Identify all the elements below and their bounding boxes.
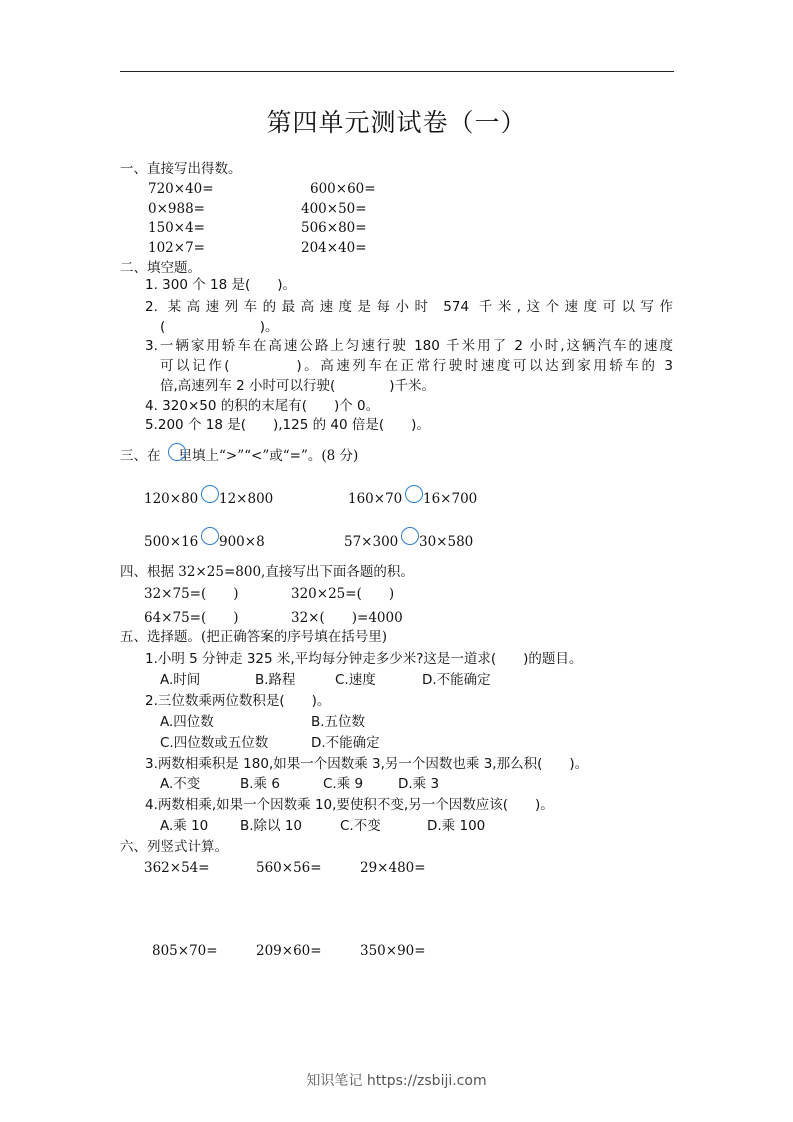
calc-item: 150×4=	[148, 220, 205, 236]
header-rule	[120, 71, 674, 72]
choice-option[interactable]: C.四位数或五位数	[160, 735, 269, 751]
choice-question-1: 1.小明 5 分钟走 325 米,平均每分钟走多少米?这是一道求( )的题目。	[145, 651, 583, 667]
vertical-calc-item: 29×480=	[360, 860, 426, 876]
compare-right: 900×8	[219, 534, 265, 550]
section1-heading: 一、直接写出得数。	[120, 161, 242, 177]
section3-heading	[120, 447, 358, 465]
choice-option[interactable]: D.不能确定	[422, 672, 491, 688]
section3-heading-pre: 三、在	[120, 448, 161, 464]
calc-item: 506×80=	[301, 220, 367, 236]
choice-option[interactable]: A.四位数	[160, 714, 214, 730]
calc-item: 600×60=	[310, 181, 376, 197]
calc-item: 720×40=	[148, 181, 214, 197]
choice-option[interactable]: B.乘 6	[240, 776, 280, 792]
fill-question-2: 2. 某高速列车的最高速度是每小时 574 千米,这个速度可以写作	[145, 299, 673, 315]
section5-heading: 五、选择题。(把正确答案的序号填在括号里)	[120, 629, 388, 645]
fill-question-3-cont: 倍,高速列车 2 小时可以行驶( )千米。	[160, 378, 435, 394]
product-item: 64×75=( )	[144, 610, 239, 626]
vertical-calc-item: 362×54=	[144, 860, 210, 876]
compare-circle-input[interactable]	[201, 527, 219, 545]
choice-option[interactable]: B.五位数	[311, 714, 366, 730]
calc-item: 0×988=	[148, 201, 205, 217]
vertical-calc-item: 350×90=	[360, 943, 426, 959]
choice-option[interactable]: A.时间	[160, 672, 201, 688]
compare-left: 160×70	[348, 491, 403, 507]
calc-item: 102×7=	[148, 240, 205, 256]
fill-question-5: 5.200 个 18 是( ),125 的 40 倍是( )。	[145, 417, 430, 433]
product-item: 320×25=( )	[291, 586, 395, 602]
fill-question-3-cont: 可以记作( )。高速列车在正常行驶时速度可以达到家用轿车的 3	[160, 358, 673, 374]
compare-left: 500×16	[144, 534, 199, 550]
vertical-calc-item: 805×70=	[152, 943, 218, 959]
compare-circle-input[interactable]	[405, 485, 423, 503]
fill-question-1: 1. 300 个 18 是( )。	[145, 277, 297, 293]
choice-option[interactable]: C.乘 9	[323, 776, 364, 792]
fill-question-4: 4. 320×50 的积的末尾有( )个 0。	[145, 398, 380, 414]
section4-heading: 四、根据 32×25=800,直接写出下面各题的积。	[120, 564, 414, 580]
choice-option[interactable]: C.不变	[340, 818, 381, 834]
circle-blank-icon	[168, 443, 186, 461]
product-item: 32×( )=4000	[291, 610, 403, 626]
compare-left: 120×80	[144, 491, 199, 507]
choice-option[interactable]: B.除以 10	[240, 818, 303, 834]
section3-heading-post: 里填上“>”“<”或“=”。(8 分)	[178, 448, 359, 464]
page-title: 第四单元测试卷（一）	[266, 108, 527, 137]
fill-question-2-cont: ( )。	[160, 319, 279, 335]
choice-option[interactable]: B.路程	[255, 672, 296, 688]
product-item: 32×75=( )	[144, 586, 239, 602]
compare-left: 57×300	[344, 534, 399, 550]
compare-right: 12×800	[219, 491, 274, 507]
choice-option[interactable]: D.不能确定	[311, 735, 380, 751]
compare-circle-input[interactable]	[201, 485, 219, 503]
compare-right: 16×700	[423, 491, 478, 507]
choice-option[interactable]: A.不变	[160, 776, 201, 792]
choice-option[interactable]: C.速度	[335, 672, 376, 688]
choice-option[interactable]: D.乘 100	[427, 818, 486, 834]
calc-item: 400×50=	[301, 201, 367, 217]
footer-watermark: 知识笔记 https://zsbiji.com	[306, 1073, 487, 1089]
choice-option[interactable]: A.乘 10	[160, 818, 209, 834]
section2-heading: 二、填空题。	[120, 260, 201, 276]
compare-circle-input[interactable]	[401, 527, 419, 545]
vertical-calc-item: 209×60=	[256, 943, 322, 959]
choice-question-4: 4.两数相乘,如果一个因数乘 10,要使积不变,另一个因数应该( )。	[145, 797, 554, 813]
section6-heading: 六、列竖式计算。	[120, 839, 228, 855]
fill-question-3: 3.一辆家用轿车在高速公路上匀速行驶 180 千米用了 2 小时,这辆汽车的速度	[145, 338, 673, 354]
choice-question-2: 2.三位数乘两位数积是( )。	[145, 693, 331, 709]
compare-right: 30×580	[419, 534, 474, 550]
calc-item: 204×40=	[301, 240, 367, 256]
choice-option[interactable]: D.乘 3	[398, 776, 440, 792]
vertical-calc-item: 560×56=	[256, 860, 322, 876]
choice-question-3: 3.两数相乘积是 180,如果一个因数乘 3,另一个因数也乘 3,那么积( )。	[145, 756, 589, 772]
